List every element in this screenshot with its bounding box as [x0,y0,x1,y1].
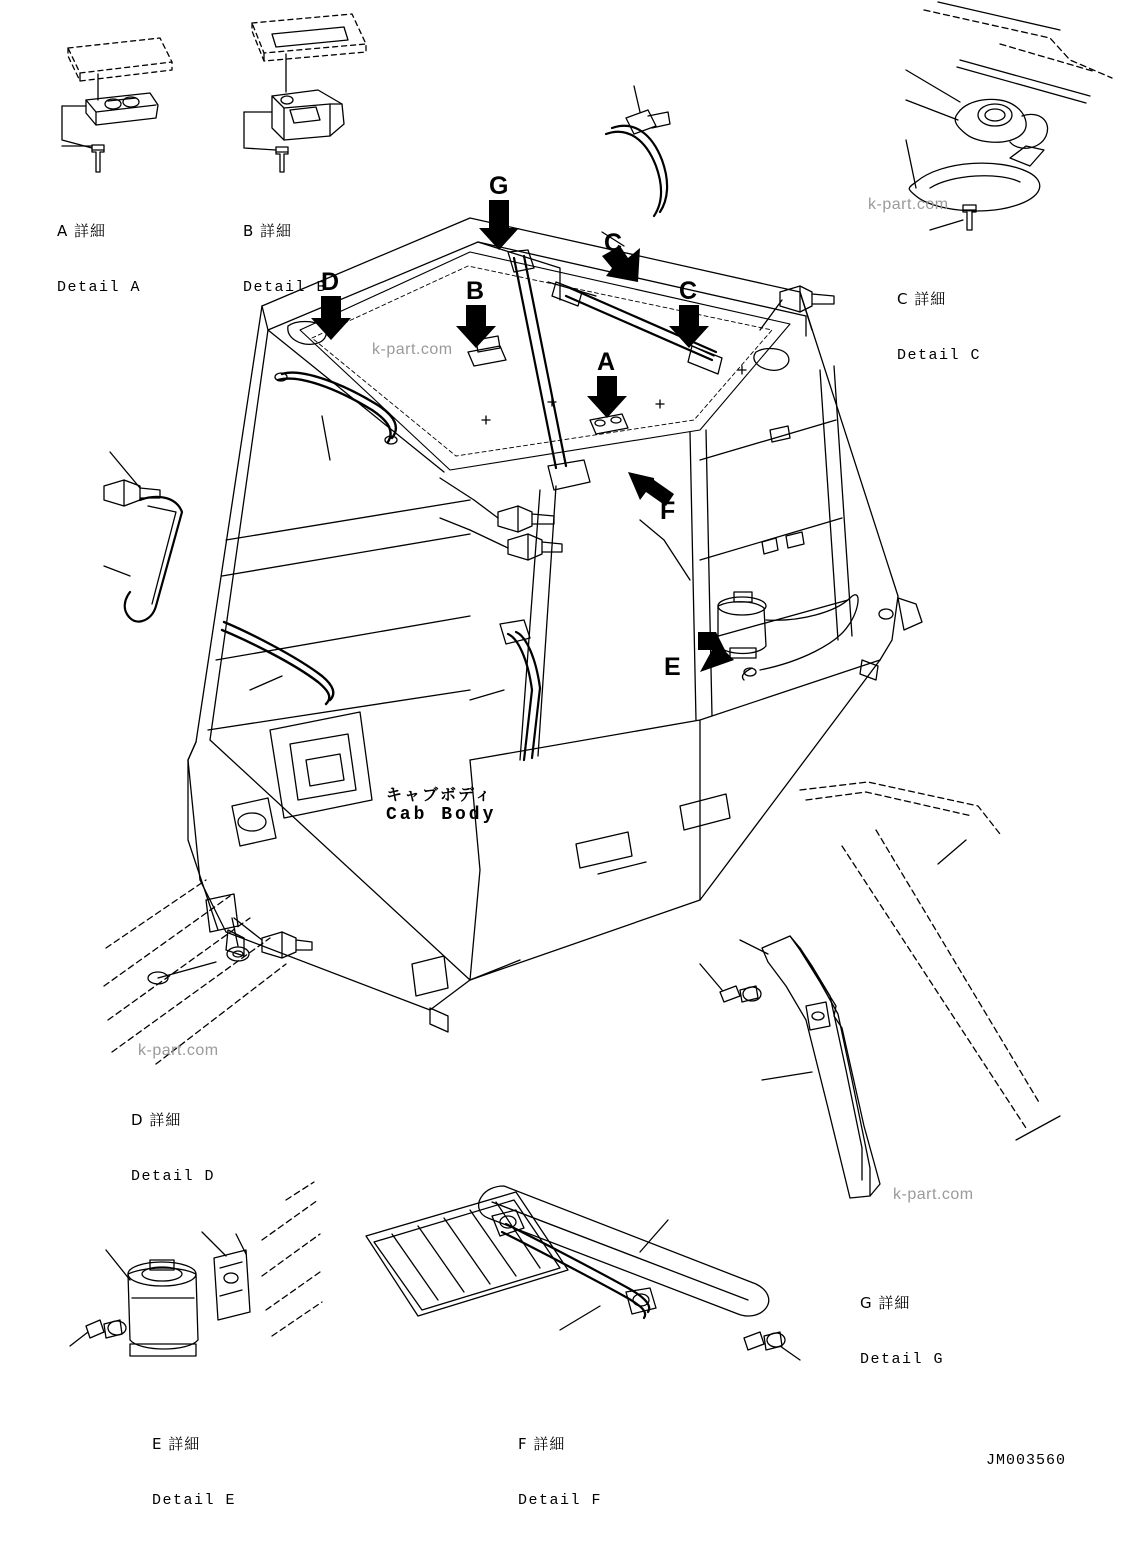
watermark-3: k-part.com [138,1042,219,1059]
detail-label-c-jp: C 詳細 [897,290,947,309]
callout-letter-e: E [664,653,681,681]
detail-label-g-en: Detail G [860,1351,945,1369]
drawing-number: JM003560 [986,1452,1067,1469]
detail-label-g [860,1255,944,1409]
detail-label-g-jp: G 詳細 [860,1294,911,1313]
cab-body-label-jp: キャブボディ [386,785,493,804]
detail-label-d [131,1072,215,1226]
watermark-4: k-part.com [893,1186,974,1203]
callout-letter-c-right: C [679,277,698,305]
cab-body-label [386,782,496,825]
detail-label-a [57,183,141,337]
detail-label-c [897,251,981,405]
watermark-2: k-part.com [372,341,453,358]
detail-g-art [700,782,1060,1198]
callout-letter-f: F [660,497,676,525]
detail-label-e-jp: E 詳細 [152,1435,201,1454]
detail-label-d-en: Detail D [131,1168,216,1186]
cab-body-label-en: Cab Body [386,805,497,825]
detail-label-b-en: Detail B [243,279,328,297]
watermark-1: k-part.com [868,196,949,213]
detail-label-e [152,1396,236,1550]
detail-label-b [243,183,327,337]
detail-label-f [518,1396,602,1550]
detail-label-f-jp: F 詳細 [518,1435,566,1454]
detail-label-f-en: Detail F [518,1492,603,1510]
detail-label-b-jp: B 詳細 [243,222,293,241]
detail-b-art [244,14,366,172]
detail-d-art [104,880,312,1064]
callout-letter-c-top: C [604,229,623,257]
detail-label-d-jp: D 詳細 [131,1111,182,1130]
detail-a-art [62,38,172,172]
callout-letter-d: D [321,268,340,296]
detail-label-c-en: Detail C [897,347,982,365]
detail-label-e-en: Detail E [152,1492,237,1510]
detail-label-a-jp: A 詳細 [57,222,107,241]
callout-letter-g: G [489,172,509,200]
callout-letter-a: A [597,348,616,376]
detail-f-art [366,1186,800,1360]
callout-letter-b: B [466,277,485,305]
detail-label-a-en: Detail A [57,279,142,297]
cab-body-art [104,86,922,1032]
